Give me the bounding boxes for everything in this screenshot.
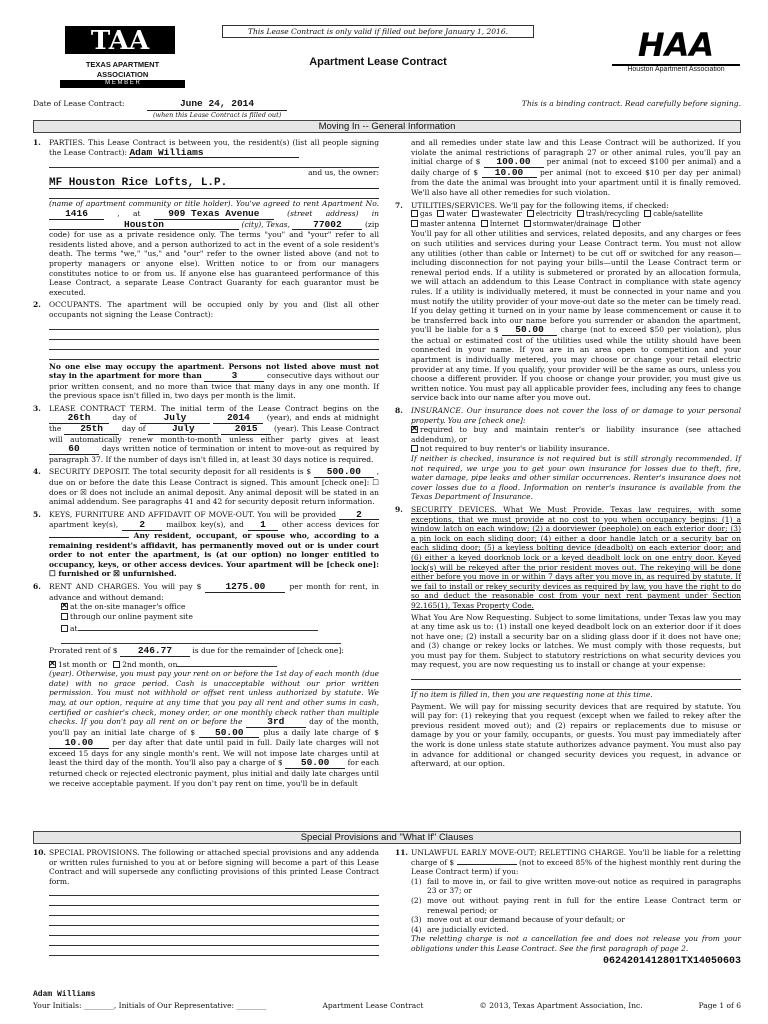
para-8-insurance: 8. INSURANCE. Our insurance does not cover the loss of or damage to your personal property. You are [check one]: ✕required to buy and maintain renter's or liability insurance (see attached addendum), or not required to buy renter's or liability insurance. If neither is checked, insurance is not required but is still strongly recommended. If not required, we urge you to get your own insurance for losses due to theft, fire, water damage, pipe leaks and other similar occurrences. Renter's insurance does not cover losses due to a flood. Information on renter's insurance is available from the Texas Department of Insurance. xyxy=(395,406,741,502)
utility-label: other xyxy=(621,219,641,228)
rent-due-day-field[interactable]: 3rd xyxy=(246,717,306,728)
utility-option[interactable] xyxy=(411,210,432,220)
other-devices-field[interactable]: 1 xyxy=(248,520,278,531)
reletting-charge-field[interactable] xyxy=(457,864,517,865)
utility-option[interactable] xyxy=(527,210,572,220)
page-title: Apartment Lease Contract xyxy=(309,56,447,68)
online-checkbox[interactable] xyxy=(61,613,68,620)
begin-month-field[interactable]: July xyxy=(140,413,210,424)
utility-checkbox[interactable] xyxy=(481,220,488,227)
utility-label: water xyxy=(446,210,467,219)
office-checkbox[interactable] xyxy=(61,603,68,610)
second-month-checkbox[interactable] xyxy=(113,661,120,668)
apt-keys-field[interactable]: 2 xyxy=(339,510,379,521)
end-year-field[interactable]: 2015 xyxy=(221,424,271,435)
utility-label: stormwater/drainage xyxy=(532,219,608,228)
address-field[interactable]: 909 Texas Avenue xyxy=(154,209,274,220)
contract-code: 0624201412801TX14050603 xyxy=(602,955,741,967)
haa-name: Houston Apartment Association xyxy=(612,64,740,75)
first-month-checkbox[interactable] xyxy=(49,661,56,668)
utility-label: Internet xyxy=(489,219,519,228)
para-3-term: 3. LEASE CONTRACT TERM. The initial term of the Lease Contract begins on the 26th day of July 2014 (year), and ends at midnight the 25th day of July 2015 (year). This Lease Contract will automatically renew month-to-month unless either party gives at least 60 days written notice of termination or intent to move-out as required by paragraph 37. If the number of days isn't filled in, at least 30 days notice is required. xyxy=(33,403,380,464)
owner-field[interactable]: MF Houston Rice Lofts, L.P. xyxy=(49,179,379,190)
rent-field[interactable]: 1275.00 xyxy=(205,582,285,593)
utility-label: trash/recycling xyxy=(585,210,640,219)
utility-option[interactable] xyxy=(644,210,703,220)
notice-days-field[interactable]: 60 xyxy=(49,444,99,455)
utility-checkbox[interactable] xyxy=(472,210,479,217)
begin-year-field[interactable]: 2014 xyxy=(213,413,263,424)
mailbox-keys-field[interactable]: 2 xyxy=(122,520,162,531)
insurance-required-checkbox[interactable] xyxy=(411,426,418,433)
footer-initials[interactable]: Your Initials: ________, Initials of Our Representative: ________ xyxy=(33,1001,267,1010)
section-special: Special Provisions and "What If" Clauses xyxy=(33,831,741,844)
date-hint: (when this Lease Contract is filled out) xyxy=(153,110,282,119)
zip-field[interactable]: 77002 xyxy=(292,220,362,231)
date-label: Date of Lease Contract: xyxy=(33,99,125,108)
resident-field[interactable]: Adam Williams xyxy=(129,148,299,159)
access-devices-for-field[interactable] xyxy=(49,537,129,538)
taa-logo-mark xyxy=(60,22,180,58)
footer-copyright: © 2013, Texas Apartment Association, Inc. xyxy=(479,1001,643,1010)
reletting-list xyxy=(411,877,741,935)
utility-option[interactable] xyxy=(577,210,640,220)
taa-logo xyxy=(60,22,190,87)
utility-label: gas xyxy=(420,210,433,219)
utility-checkbox[interactable] xyxy=(411,220,418,227)
utility-checkbox[interactable] xyxy=(527,210,534,217)
end-month-field[interactable]: July xyxy=(148,424,218,435)
utility-option[interactable] xyxy=(411,220,476,230)
svg-text:HAA: HAA xyxy=(637,26,715,62)
utility-option[interactable] xyxy=(524,220,608,230)
taa-name: TEXAS APARTMENT ASSOCIATION xyxy=(85,60,160,79)
right-column xyxy=(395,138,741,772)
haa-logo xyxy=(612,22,742,82)
utility-checkbox[interactable] xyxy=(613,220,620,227)
validity-notice: This Lease Contract is only valid if filled out before January 1, 2016. xyxy=(222,25,534,38)
left-column xyxy=(33,138,379,791)
utility-label: wastewater xyxy=(480,210,522,219)
insurance-not-required-checkbox[interactable] xyxy=(411,445,418,452)
utility-option[interactable] xyxy=(613,220,641,230)
deposit-field[interactable]: 500.00 xyxy=(314,467,374,478)
end-day-field[interactable]: 25th xyxy=(64,424,119,435)
utility-option[interactable] xyxy=(472,210,522,220)
utility-checkbox[interactable] xyxy=(411,210,418,217)
utility-label: cable/satellite xyxy=(653,210,703,219)
other-location-checkbox[interactable] xyxy=(61,625,68,632)
para-4-deposit: 4. SECURITY DEPOSIT. The total security deposit for all residents is $ 500.00 , due on or before the date this Lease Contract is signed. This amount [check one]: ☐ does or ☒ does not include an animal deposit. Any animal deposit will be stated in an animal addendum. See paragraphs 41 and 42 for security deposit return information. xyxy=(33,466,379,507)
reletting-item: (1) fail to move in, or fail to give written move-out notice as required in paragraphs 23 or 37; or xyxy=(411,876,741,896)
section-moving-in: Moving In -- General Information xyxy=(33,120,741,133)
reletting-item: (2) move out without paying rent in full for the entire Lease Contract term or renewal period; or xyxy=(411,895,741,915)
utility-charge-field[interactable]: 50.00 xyxy=(502,325,557,336)
special-provisions: 10. SPECIAL PROVISIONS. The following or attached special provisions and any addenda or written rules furnished to you at or before signing will become a part of this Lease Contract and will supersede any conflicting provisions of this printed Lease Contract form. xyxy=(33,848,379,959)
reletting-item: (3) move out at our demand because of your default; or xyxy=(411,915,625,925)
para-5-keys: 5. KEYS, FURNITURE AND AFFIDAVIT OF MOVE-OUT. You will be provided 2 apartment key(s), 2 mailbox key(s), and 1 other access devices for Any resident, occupant, or spouse who, according to a remaining resident's affidavit, has permanently moved out or is under court order to not enter the apartment, is (at our option) no longer entitled to occupancy, keys, or other access devices. Your apartment will be [check one]: ☐ furnished or ☒ unfurnished. xyxy=(33,508,379,579)
footer-form: Apartment Lease Contract xyxy=(322,1001,424,1010)
utility-label: master antenna xyxy=(420,219,476,228)
footer-page: Page 1 of 6 xyxy=(698,1001,741,1010)
footer-resident-name: Adam Williams xyxy=(33,990,96,999)
prorated-field[interactable]: 246.77 xyxy=(120,646,190,657)
utility-checkbox[interactable] xyxy=(644,210,651,217)
animal-initial-field[interactable]: 100.00 xyxy=(484,157,544,168)
begin-day-field[interactable]: 26th xyxy=(49,413,109,424)
lease-date-row xyxy=(33,98,741,119)
para-1-parties: 1. PARTIES. This Lease Contract is between you, the resident(s) (list all people signing the Lease Contract): Adam Williams and us, the owner: MF Houston Rice Lofts, L.P. (name of apartment community or title holder). You've agreed to rent Apartment No. 1416 , at 909 Texas Avenue (street address) in Houston (city), Texas, 77002 (zip code) for use as a private residence only. The terms "you" and "your" refer to all residents listed above, and a person authorized to act in the event of a sole resident's death. The terms "we," "us," and "our" refer to the owner listed above (and not to property managers or anyone else). Written notice to or from our managers constitutes notice to or from us. If anyone else has guaranteed performance of this Lease Contract, a separate Lease Contract Guaranty for each guarantor must be executed. xyxy=(33,138,380,297)
para-7-utilities: 7. UTILITIES/SERVICES. We'll pay for the following items, if checked: gas water wastewater electricity trash/recycling cable/satellitemaster antenna Internet stormwater/drainage other You'll pay for all other utilities and services, related deposits, and any charges or fees on such utilities and services during your Lease Contract term. You must not allow any utilities (other than cable or Internet) to be cut off or switched for any reason—including disconnection for not paying your bills—until the Lease Contract term or renewal period ends. If a utility is submetered or prorated by an allocation formula, we will attach an addendum to this Lease Contract in compliance with state agency rules. If a utility is individually metered, it must be connected in your name and you must notify the utility provider of your move-out date so the meter can be timely read. If you delay getting it turned on in your name by lease commencement or cause it to be transferred back into our name before you surrender or abandon the apartment, you'll be liable for a $ 50.00 charge (not to exceed $50 per violation), plus the actual or estimated cost of the utilities used while the utility should have been connected in your name. If you are in an area open to competition and your apartment is individually metered, you may choose or change your retail electric provider at any time. If you qualify, your provider will be the same as ours, unless you choose a different provider. If you choose or change your provider, you must give us written notice. You must pay all applicable provider fees, including any fees to change service back into our name after you move out. xyxy=(395,200,741,403)
occupancy-days-field[interactable]: 3 xyxy=(204,371,264,382)
initial-late-field[interactable]: 50.00 xyxy=(199,728,259,739)
utility-option[interactable] xyxy=(437,210,466,220)
binding-note: This is a binding contract. Read carefully before signing. xyxy=(521,99,741,108)
utility-checkbox[interactable] xyxy=(577,210,584,217)
utility-label: electricity xyxy=(535,210,572,219)
haa-logo-mark xyxy=(626,22,726,62)
utility-option[interactable] xyxy=(481,220,519,230)
daily-late-field[interactable]: 10.00 xyxy=(49,738,109,749)
utility-checkbox[interactable] xyxy=(524,220,531,227)
para-6-continued: and all remedies under state law and this Lease Contract will be authorized. If you violate the animal restrictions of paragraph 27 or other animal rules, you'll pay an initial charge of $ 100.00 per animal (not to exceed $100 per animal) and a daily charge of $ 10.00 per animal (not to exceed $10 per day per animal) from the date the animal was brought into your apartment until it is finally removed. We'll also have all other remedies for such violation. xyxy=(411,138,742,197)
svg-text:TAA: TAA xyxy=(90,26,150,56)
para-9-security: 9. SECURITY DEVICES. What We Must Provide. Texas law requires, with some exceptions, that we must provide at no cost to you when occupancy begins: (1) a window latch on each window; (2) a doorviewer (peephole) on each exterior door; (3) a pin lock on each sliding door; (4) either a door handle latch or a security bar on each sliding door; (5) a keyless bolting device (deadbolt) on each exterior door; and (6) either a keyed doorknob lock or a keyed deadbolt lock on one entry door. Keyed lock(s) will be rekeyed after the prior resident moves out. The rekeying will be done either before you move in or within 7 days after you move in, as required by statute. If we fail to install or rekey security devices as required by law, you have the right to do so and deduct the reasonable cost from your next rent payment under Section 92.165(1), Texas Property Code. What You Are Now Requesting. Subject to some limitations, under Texas law you may at any time ask us to: (1) install one keyed deadbolt lock on an exterior door if it does not have one; (2) install a security bar on a sliding glass door if it does not have one; and (3) change or rekey locks or latches. We must comply with those requests, but you must pay for them. Subject to statutory restrictions on what security devices you may request, you are now requesting us to install or change at your expense: If no item is filled in, then you are requesting none at this time. Payment. We will pay for missing security devices that are required by statute. You will pay for: (1) rekeying that you request (except when we failed to rekey after the previous resident moved out); and (2) repairs or replacements due to misuse or damage by you or your family, occupants, or guests. You must pay immediately after the work is done unless state statute authorizes advance payment. You must also pay in advance for additional or changed security devices you request, in advance or afterward, at our option. xyxy=(395,504,741,769)
taa-member: M E M B E R xyxy=(60,80,185,88)
para-6-rent: 6. RENT AND CHARGES. You will pay $ 1275.00 per month for rent, in advance and without demand: ✕at the on-site manager's office through our online payment site at Prorated rent of $ 246.77 is due for the remainder of [check one]: ✕1st month or 2nd month, on (year). Otherwise, you must pay your rent on or before the 1st day of each month (due date) with no grace period. Cash is unacceptable without our prior written permission. You must not withhold or offset rent unless authorized by statute. We may, at our option, require at any time that you pay all rent and other sums in cash, certified or cashier's check, money order, or one monthly check rather than multiple checks. If you don't pay all rent on or before the 3rd day of the month, you'll pay an initial late charge of $ 50.00 plus a daily late charge of $ 10.00 per day after that date until paid in full. Daily late charges will not exceed 15 days for any single month's rent. We will not impose late charges until at least the third day of the month. You'll also pay a charge of $ 50.00 for each returned check or rejected electronic payment, plus initial and daily late charges until we receive acceptable payment. If you don't pay rent on time, you'll be in default xyxy=(33,582,379,788)
para-2-occupants: 2. OCCUPANTS. The apartment will be occupied only by you and (list all other occupants not signing the Lease Contract): No one else may occupy the apartment. Persons not listed above must not stay in the apartment for more than 3 consecutive days without our prior written consent, and no more than twice that many days in any one month. If the previous space isn't filled in, two days per month is the limit. xyxy=(33,300,380,401)
reletting-charge: 11. UNLAWFUL EARLY MOVE-OUT; RELETTING CHARGE. You'll be liable for a reletting charge of $ (not to exceed 85% of the highest monthly rent during the Lease Contract term) if you: (1) fail to move in, or fail to give written move-out notice as required in paragraphs 23 or 37; or (2) move out without paying rent in full for the entire Lease Contract term or renewal period; or (3) move out at our demand because of your default; or (4) are judicially evicted. The reletting charge is not a cancellation fee and does not release you from your obligations under this Lease Contract. See the first paragraph of page 2. 0624201412801TX14050603 xyxy=(395,848,741,967)
footer xyxy=(33,1001,741,1010)
animal-daily-field[interactable]: 10.00 xyxy=(482,168,537,179)
reletting-item: (4) are judicially evicted. xyxy=(411,924,509,934)
city-field[interactable]: Houston xyxy=(49,220,239,231)
utility-checkbox-list xyxy=(411,210,741,229)
apt-no-field[interactable]: 1416 xyxy=(49,209,104,220)
returned-check-field[interactable]: 50.00 xyxy=(285,758,345,769)
utility-checkbox[interactable] xyxy=(437,210,444,217)
lease-date-field[interactable]: June 24, 2014 xyxy=(147,98,287,111)
